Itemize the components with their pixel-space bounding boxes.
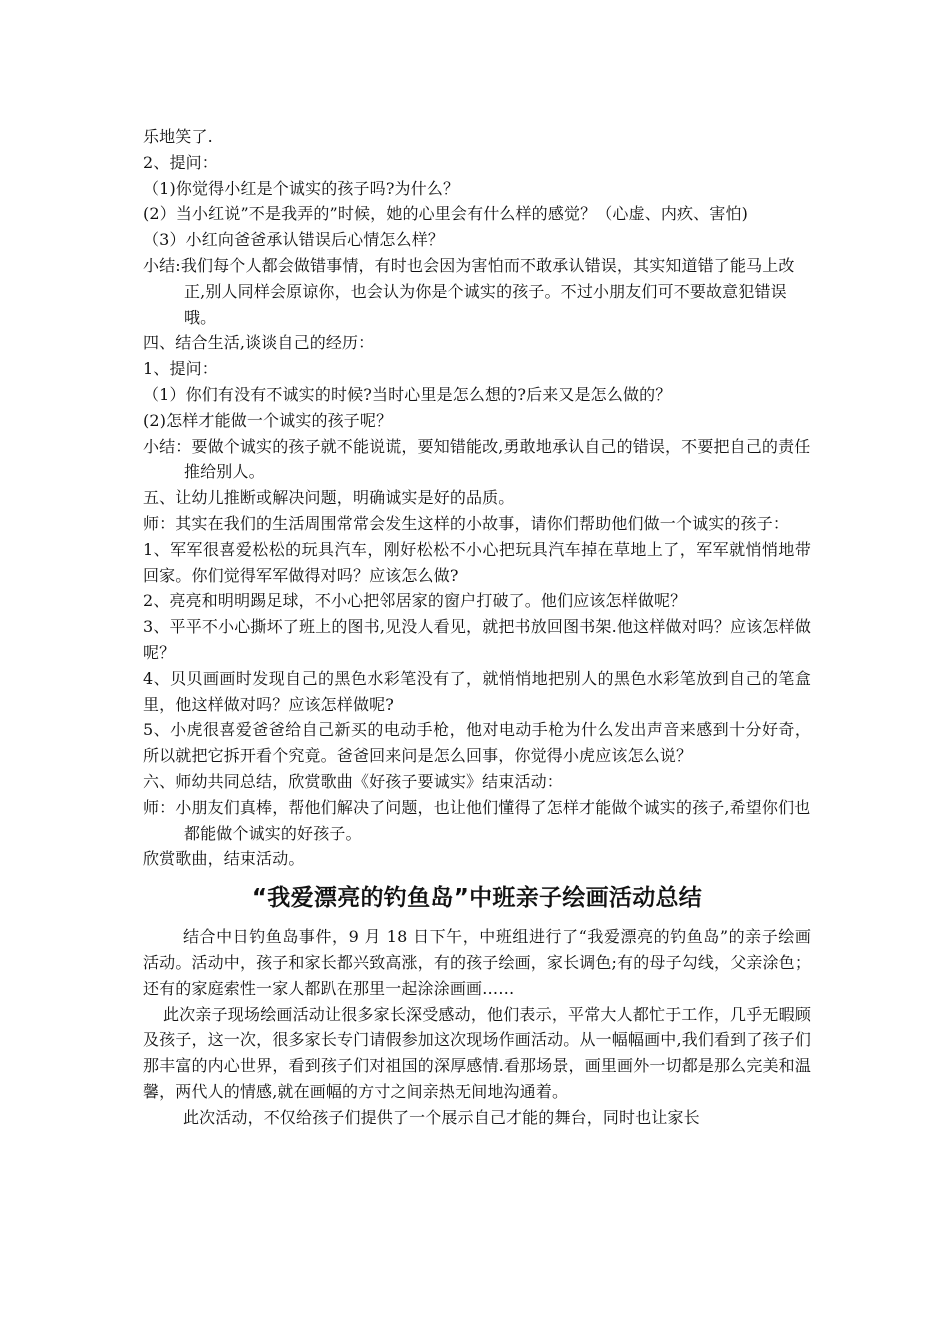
text-line: （1）你们有没有不诚实的时候?当时心里是怎么想的?后来又是怎么做的？ xyxy=(143,384,672,404)
teacher-paragraph: 师：小朋友们真棒，帮他们解决了问题，也让他们懂得了怎样才能做个诚实的孩子,希望你们也都能做个诚实的好孩子。 xyxy=(143,797,811,843)
body-paragraph: 此次活动，不仅给孩子们提供了一个展示自己才能的舞台，同时也让家长 xyxy=(183,1107,700,1127)
text-line: 1、提问： xyxy=(143,359,218,379)
list-item: 3、平平不小心撕坏了班上的图书,见没人看见，就把书放回图书架.他这样做对吗？应该怎样做呢？ xyxy=(143,617,811,662)
teacher-paragraph: 师：其实在我们的生活周围常常会发生这样的小故事，请你们帮助他们做一个诚实的孩子： xyxy=(143,513,790,533)
list-item: 1、军军很喜爱松松的玩具汽车，刚好松松不小心把玩具汽车掉在草地上了，军军就悄悄地带回家。你们觉得军军做得对吗？应该怎么做? xyxy=(143,539,811,585)
list-item: 2、亮亮和明明踢足球，不小心把邻居家的窗户打破了。他们应该怎样做呢？ xyxy=(143,591,687,611)
article-title: “我爱漂亮的钓鱼岛”中班亲子绘画活动总结 xyxy=(251,885,703,912)
text-line: 欣赏歌曲，结束活动。 xyxy=(143,849,305,869)
body-paragraph: 结合中日钓鱼岛事件，9 月 18 日下午，中班组进行了“我爱漂亮的钓鱼岛”的亲子绘画活动。活动中，孩子和家长都兴致高涨，有的孩子绘画，家长调色;有的母子勾线，父亲涂色；还有的家庭索性一家人都趴在那里一起涂涂画画…… xyxy=(143,927,811,998)
text-line: （3）小红向爸爸承认错误后心情怎么样？ xyxy=(143,230,445,250)
section-heading: 六、师幼共同总结，欣赏歌曲《好孩子要诚实》结束活动： xyxy=(143,771,563,791)
text-line: （1)你觉得小红是个诚实的孩子吗?为什么？ xyxy=(143,178,460,198)
summary-paragraph: 小结：要做个诚实的孩子就不能说谎，要知错能改,勇敢地承认自己的错误，不要把自己的责任推给别人。 xyxy=(143,436,811,482)
summary-paragraph: 小结:我们每个人都会做错事情，有时也会因为害怕而不敢承认错误，其实知道错了能马上改正,别人同样会原谅你，也会认为你是个诚实的孩子。不过小朋友们可不要故意犯错误哦。 xyxy=(143,255,795,327)
text-line: (2）当小红说”不是我弄的”时候，她的心里会有什么样的感觉？（心虚、内疚、害怕) xyxy=(143,204,749,224)
document-page xyxy=(143,124,811,1130)
section-heading: 四、结合生活,谈谈自己的经历： xyxy=(143,333,375,353)
text-line: (2)怎样才能做一个诚实的孩子呢？ xyxy=(143,410,393,430)
body-paragraph: 此次亲子现场绘画活动让很多家长深受感动，他们表示，平常大人都忙于工作，几乎无暇顾及孩子，这一次，很多家长专门请假参加这次现场作画活动。从一幅幅画中,我们看到了孩子们那丰富的内心世界，看到孩子们对祖国的深厚感情.看那场景，画里画外一切都是那么完美和温馨，两代人的情感,就在画幅的方寸之间亲热无间地沟通着。 xyxy=(143,1004,811,1101)
list-item: 4、贝贝画画时发现自己的黑色水彩笔没有了，就悄悄地把别人的黑色水彩笔放到自己的笔盒里，他这样做对吗？应该怎样做呢? xyxy=(143,668,811,714)
text-line: 2、提问： xyxy=(143,152,218,172)
text-line: 乐地笑了. xyxy=(143,127,213,146)
section-heading: 五、让幼儿推断或解决问题，明确诚实是好的品质。 xyxy=(143,488,515,508)
list-item: 5、小虎很喜爱爸爸给自己新买的电动手枪，他对电动手枪为什么发出声音来感到十分好奇，所以就把它拆开看个究竟。爸爸回来问是怎么回事，你觉得小虎应该怎么说？ xyxy=(143,720,811,766)
